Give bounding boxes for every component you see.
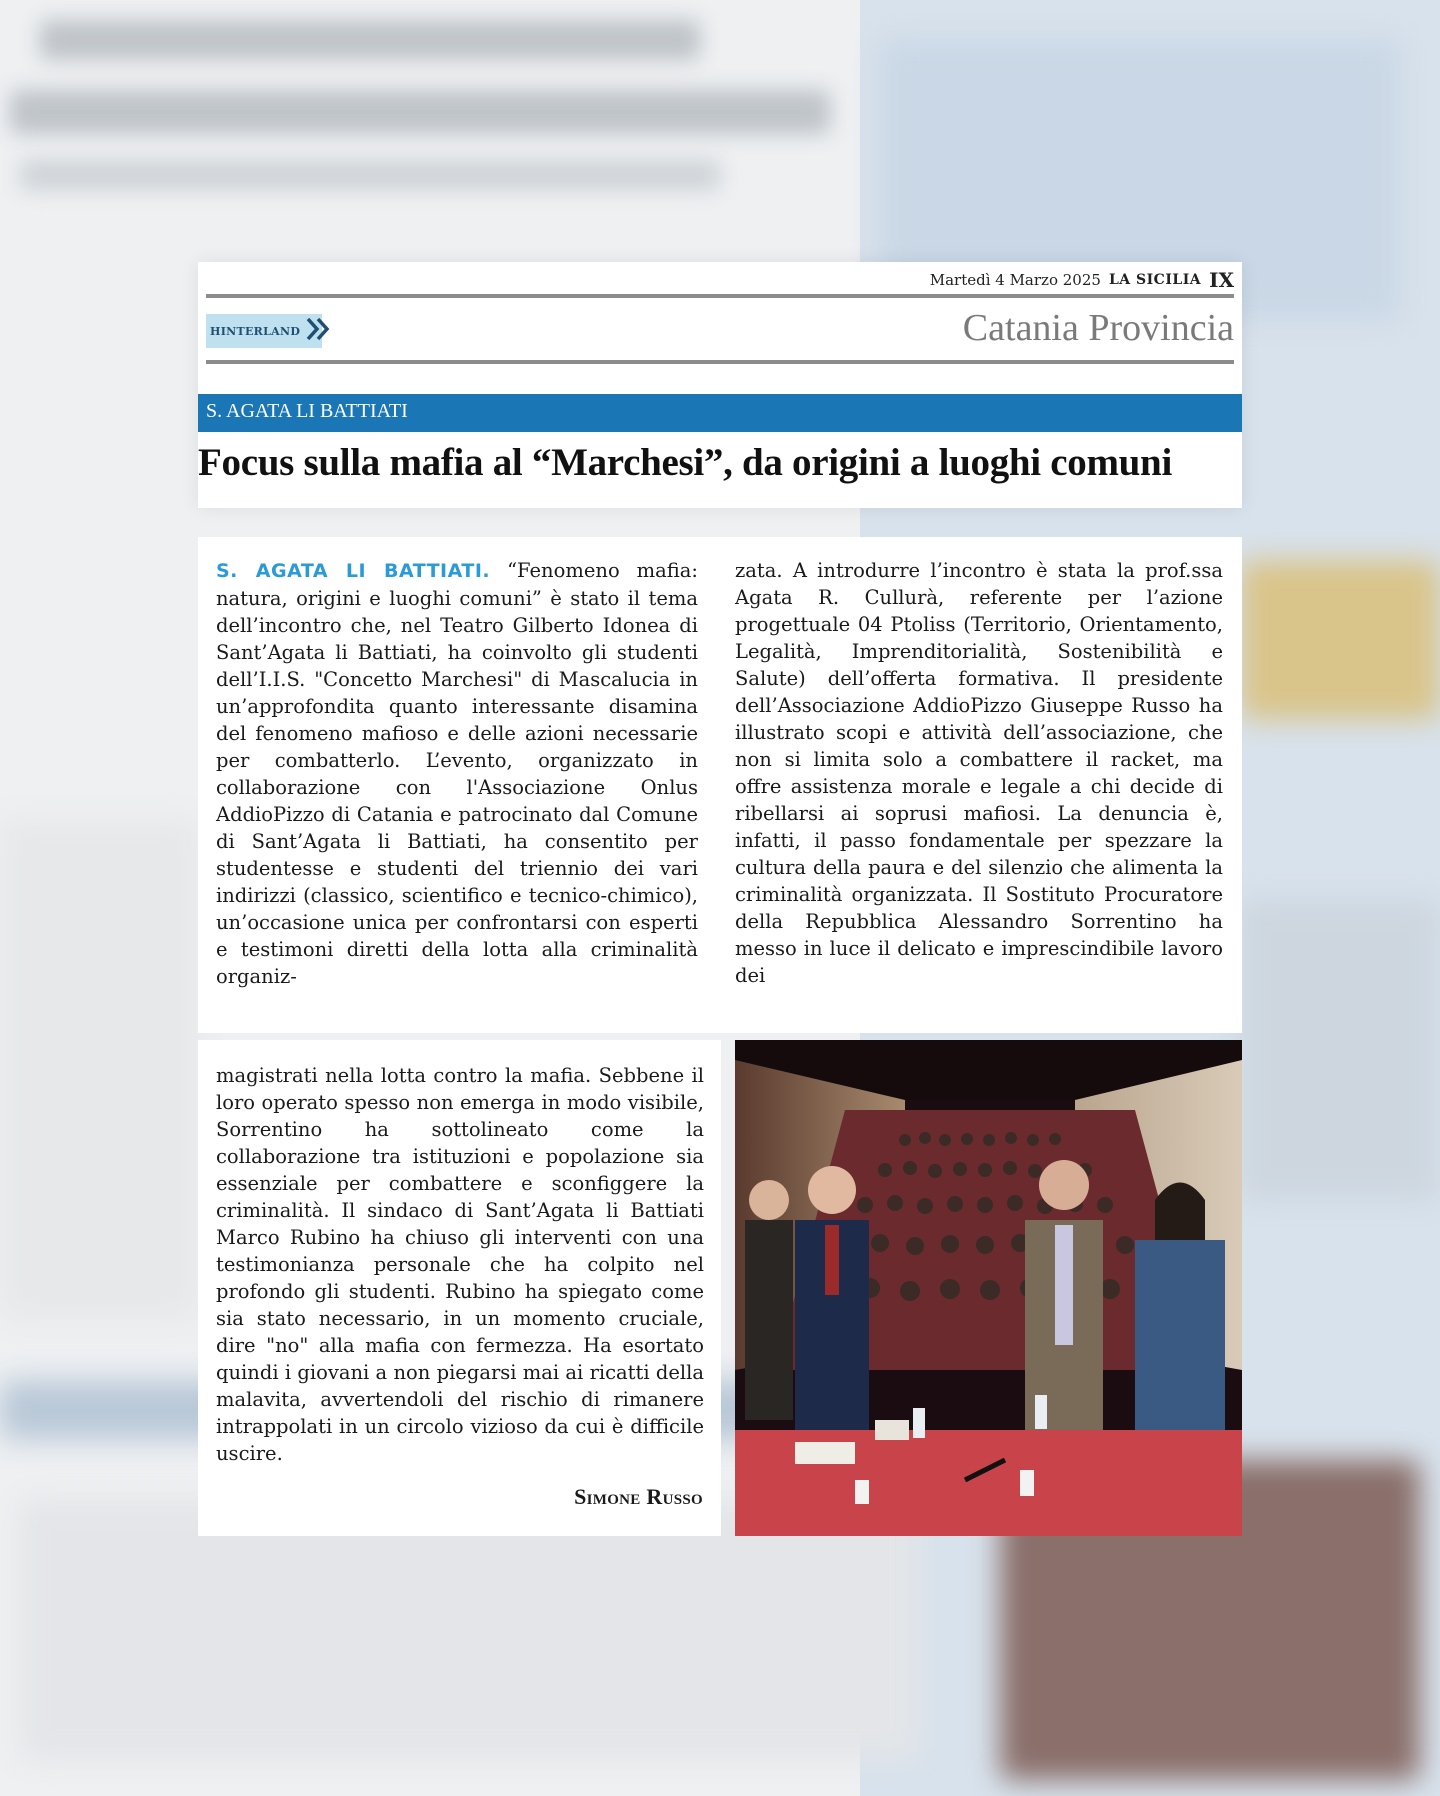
kicker: S. AGATA LI BATTIATI bbox=[206, 400, 408, 422]
article-body-bottom bbox=[198, 1040, 721, 1536]
article-column-3 bbox=[216, 1062, 704, 1467]
page-header bbox=[198, 262, 1242, 508]
kicker-bar bbox=[198, 394, 1242, 432]
article-body-top bbox=[198, 537, 1242, 1033]
article-column-2 bbox=[735, 557, 1223, 989]
byline: Simone Russo bbox=[574, 1484, 703, 1509]
column-1-text: “Fenomeno mafia: natura, origini e luoghi comuni” è stato il tema dell’incontro che, nel Teatro Gilberto Idonea di Sant’Agata li Battiati, ha coinvolto gli studenti dell’I.I.S. "Concetto Marchesi" di Mascalucia in un’approfondita quanto interessante disamina del fenomeno mafioso e delle azioni necessarie per combatterlo. L’evento, organizzato in collaborazione con l'Associazione Onlus AddioPizzo di Catania e patrocinato dal Comune di Sant’Agata li Battiati, ha consentito per studentesse e studenti del triennio dei vari indirizzi (classico, scientifico e tecnico-chimico), un’occasione unica per confrontarsi con esperti e testimoni diretti della lotta alla criminalità organiz- bbox=[216, 559, 698, 988]
headline: Focus sulla mafia al “Marchesi”, da origini a luoghi comuni bbox=[198, 441, 1172, 484]
event-photo bbox=[735, 1040, 1242, 1536]
bottom-rule bbox=[206, 360, 1234, 364]
column-2-text: zata. A introdurre l’incontro è stata la prof.ssa Agata R. Cullurà, referente per l’azione progettuale 04 Ptoliss (Territorio, Orientamento, Legalità, Imprenditorialità, Sostenibilità e Salute) dell’offerta formativa. Il presidente dell’Associazione AddioPizzo Giuseppe Russo ha illustrato scopi e attività dell’associazione, che non si limita solo a combattere il racket, ma offre assistenza morale e legale a chi decide di ribellarsi ai soprusi mafiosi. La denuncia è, infatti, il passo fondamentale per spezzare la cultura della paura e del silenzio che alimenta la criminalità organizzata. Il Sostituto Procuratore della Repubblica Alessandro Sorrentino ha messo in luce il delicato e imprescindibile lavoro dei bbox=[735, 559, 1223, 987]
section-title: Catania Provincia bbox=[962, 307, 1234, 349]
top-rule bbox=[206, 294, 1234, 298]
column-3-text: magistrati nella lotta contro la mafia. Sebbene il loro operato spesso non emerga in modo visibile, Sorrentino ha sottolineato come la collaborazione tra istituzioni e popolazione sia essenziale per combattere e sconfiggere la criminalità. Il sindaco di Sant’Agata li Battiati Marco Rubino ha chiuso gli interventi con una testimonianza personale che ha colpito nel profondo gli studenti. Rubino ha spiegato come sia stato necessario, in un momento cruciale, dire "no" alla mafia con fermezza. Ha esortato quindi i giovani a non piegarsi mai ai ricatti della malavita, avvertendoli del rischio di rimanere intrappolati in un circolo vizioso da cui è difficile uscire. bbox=[216, 1064, 704, 1465]
section-tag-label: HINTERLAND bbox=[210, 324, 301, 338]
masthead bbox=[930, 268, 1234, 292]
article-column-1 bbox=[216, 557, 698, 990]
newspaper-clipping bbox=[198, 262, 1242, 1536]
event-photo-illustration bbox=[735, 1040, 1242, 1536]
section-tag bbox=[206, 314, 322, 348]
page-number: IX bbox=[1209, 268, 1234, 292]
issue-date: Martedì 4 Marzo 2025 bbox=[929, 271, 1101, 289]
double-chevron-right-icon bbox=[300, 315, 334, 347]
article-dateline: S. AGATA LI BATTIATI. bbox=[216, 560, 491, 582]
newspaper-name: LA SICILIA bbox=[1108, 272, 1202, 288]
